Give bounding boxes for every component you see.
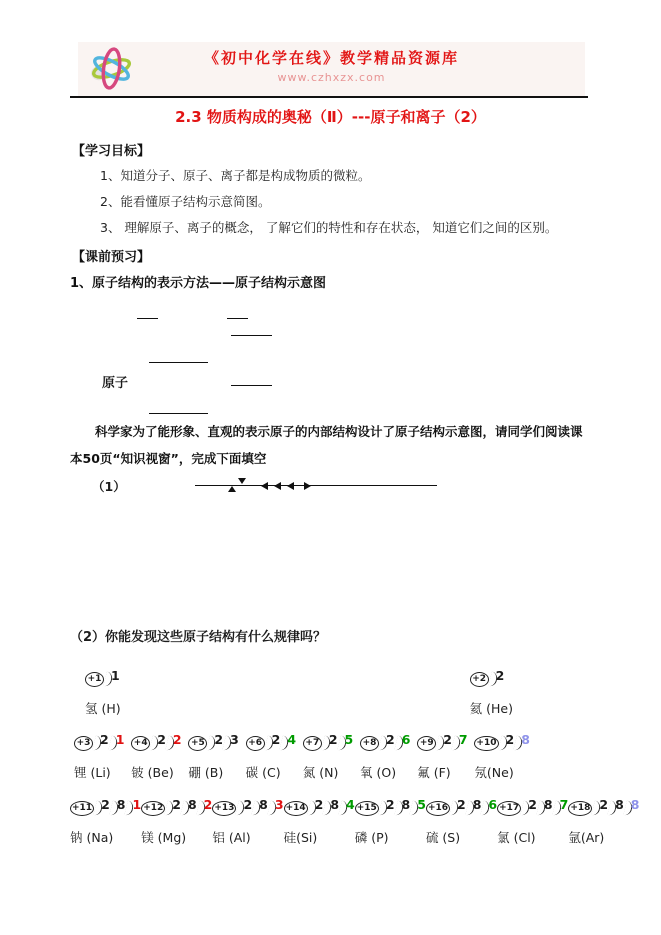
site-title: 《初中化学在线》教学精品资源库 xyxy=(203,49,459,67)
electron-shell xyxy=(126,797,141,816)
electron-count: 1 xyxy=(115,732,125,747)
electron-count: 2 xyxy=(203,797,213,812)
atom-structure xyxy=(74,732,124,756)
electron-count: 8 xyxy=(187,797,197,812)
nucleus-charge: +4 xyxy=(131,736,150,751)
element-label: 氯 (Cl) xyxy=(497,830,536,845)
electron-shell xyxy=(411,797,426,816)
nucleus-charge: +3 xyxy=(74,736,93,751)
electron-count: 4 xyxy=(346,797,355,812)
nucleus-charge: +7 xyxy=(303,736,322,751)
electron-shell xyxy=(490,668,505,687)
atom-diagram-N xyxy=(303,732,353,781)
electron-count: 2 xyxy=(172,732,182,747)
electron-count: 2 xyxy=(457,797,466,812)
arrow-right-icon xyxy=(304,482,311,490)
element-label: 氧 (O) xyxy=(360,765,397,780)
atom-structure xyxy=(85,668,121,692)
science-paragraph: 科学家为了能形象、直观的表示原子的内部结构设计了原子结构示意图，请同学们阅读课本50页“知识视窗”，完成下面填空 xyxy=(70,424,583,466)
electron-count: 1 xyxy=(132,797,142,812)
atom-structure xyxy=(188,732,238,756)
objectives-heading: 【学习目标】 xyxy=(72,144,151,159)
electron-shell xyxy=(380,797,395,816)
nucleus-charge: +10 xyxy=(474,736,498,751)
objective-item-1: 1、知道分子、原子、离子都是构成物质的微粒。 xyxy=(100,168,371,183)
element-label: 硅(Si) xyxy=(283,830,318,845)
header-divider xyxy=(70,96,588,98)
atom-structure xyxy=(70,797,141,821)
electron-shell xyxy=(396,732,411,751)
header-text-block xyxy=(78,47,585,84)
atom-structure xyxy=(284,797,355,821)
preview-heading: 【课前预习】 xyxy=(72,250,151,265)
arrow-up-icon xyxy=(228,486,236,492)
electron-count: 2 xyxy=(386,732,395,747)
blank-line xyxy=(137,318,158,319)
element-label: 硫 (S) xyxy=(425,830,461,845)
question1-arrow-line xyxy=(195,477,437,493)
electron-shell xyxy=(281,732,296,751)
atom-structure xyxy=(212,797,283,821)
element-label: 磷 (P) xyxy=(354,830,389,845)
page-title: 2.3 物质构成的奥秘（Ⅱ）---原子和离子（2） xyxy=(175,108,486,126)
blank-line xyxy=(149,362,208,363)
electron-shell xyxy=(269,797,284,816)
electron-shell xyxy=(167,732,182,751)
element-label: 氩(Ar) xyxy=(568,830,605,845)
electron-shell xyxy=(198,797,213,816)
electron-count: 7 xyxy=(458,732,468,747)
electron-count: 2 xyxy=(157,732,166,747)
atom-diagram-F xyxy=(417,732,467,781)
arrow-down-icon xyxy=(238,478,246,484)
objective-item-2: 2、能看懂原子结构示意简图。 xyxy=(100,194,271,209)
nucleus-charge: +17 xyxy=(497,801,521,816)
blank-line xyxy=(231,385,272,386)
element-label: 镁 (Mg) xyxy=(141,830,187,845)
electron-count: 2 xyxy=(243,797,253,812)
electron-shell xyxy=(111,797,126,816)
electron-count: 2 xyxy=(100,732,109,747)
atom-structure xyxy=(303,732,353,756)
electron-count: 6 xyxy=(488,797,498,812)
atom-structure xyxy=(426,797,497,821)
electron-shell xyxy=(266,732,281,751)
electron-shell xyxy=(437,732,452,751)
electron-shell xyxy=(515,732,530,751)
electron-count: 3 xyxy=(274,797,284,812)
nucleus-charge: +13 xyxy=(212,801,236,816)
electron-count: 2 xyxy=(505,732,515,747)
atom-diagram-row-1 xyxy=(85,668,513,717)
electron-count: 7 xyxy=(559,797,569,812)
atom-diagram-B xyxy=(188,732,238,781)
electron-count: 8 xyxy=(472,797,482,812)
atom-structure xyxy=(474,732,529,756)
question1-label: （1） xyxy=(92,479,126,494)
element-label: 氖(Ne) xyxy=(474,765,514,780)
atom-diagram-Al xyxy=(212,797,283,846)
atom-diagram-row-3 xyxy=(70,797,640,846)
electron-count: 2 xyxy=(385,797,395,812)
electron-count: 2 xyxy=(314,797,324,812)
electron-shell xyxy=(554,797,569,816)
arrow-left-icon xyxy=(261,482,268,490)
electron-shell xyxy=(95,797,110,816)
atom-diagram-Ne xyxy=(474,732,529,781)
nucleus-charge: +11 xyxy=(70,801,94,816)
item1-heading: 1、原子结构的表示方法——原子结构示意图 xyxy=(70,276,327,291)
element-label: 硼 (B) xyxy=(188,765,224,780)
electron-count: 2 xyxy=(599,797,609,812)
element-label: 碳 (C) xyxy=(245,765,281,780)
electron-count: 8 xyxy=(615,797,624,812)
electron-shell xyxy=(182,797,197,816)
electron-count: 8 xyxy=(259,797,268,812)
objective-item-3: 3、 理解原子、离子的概念， 了解它们的特性和存在状态， 知道它们之间的区别。 xyxy=(100,220,558,235)
electron-shell xyxy=(625,797,640,816)
site-url-link[interactable]: www.czhxzx.com xyxy=(277,71,386,84)
atom-structure xyxy=(141,797,212,821)
atom-diagram-Ar xyxy=(568,797,639,846)
nucleus-charge: +1 xyxy=(85,672,104,687)
electron-count: 8 xyxy=(630,797,640,812)
atom-diagram-H xyxy=(85,668,121,717)
element-label: 氮 (N) xyxy=(302,765,339,780)
electron-count: 8 xyxy=(521,732,530,747)
element-label: 氦 (He) xyxy=(469,701,513,716)
electron-shell xyxy=(380,732,395,751)
atom-diagram-Si xyxy=(284,797,355,846)
element-label: 氢 (H) xyxy=(85,701,121,716)
electron-count: 8 xyxy=(401,797,411,812)
atom-structure xyxy=(417,732,467,756)
electron-shell xyxy=(593,797,608,816)
electron-count: 2 xyxy=(328,732,338,747)
electron-shell xyxy=(451,797,466,816)
atom-diagram-C xyxy=(246,732,296,781)
electron-count: 2 xyxy=(172,797,181,812)
atom-diagram-Na xyxy=(70,797,141,846)
electron-shell xyxy=(500,732,515,751)
electron-shell xyxy=(166,797,181,816)
element-label: 铍 (Be) xyxy=(131,765,174,780)
electron-shell xyxy=(609,797,624,816)
electron-count: 8 xyxy=(116,797,126,812)
atom-diagram-Cl xyxy=(497,797,568,846)
electron-shell xyxy=(522,797,537,816)
atom-diagram-row-2 xyxy=(74,732,530,781)
nucleus-charge: +2 xyxy=(470,672,489,687)
electron-shell xyxy=(94,732,109,751)
nucleus-charge: +6 xyxy=(246,736,265,751)
blank-line xyxy=(149,413,208,414)
element-label: 钠 (Na) xyxy=(70,830,114,845)
atom-diagram-He xyxy=(470,668,513,717)
electron-count: 2 xyxy=(271,732,281,747)
electron-count: 2 xyxy=(495,668,505,683)
blank-line xyxy=(231,335,272,336)
electron-shell xyxy=(467,797,482,816)
electron-count: 6 xyxy=(401,732,411,747)
electron-count: 4 xyxy=(287,732,297,747)
electron-count: 8 xyxy=(330,797,340,812)
nucleus-charge: +15 xyxy=(355,801,379,816)
atom-structure xyxy=(497,797,568,821)
atom-structure xyxy=(360,732,410,756)
electron-count: 2 xyxy=(214,732,224,747)
electron-shell xyxy=(324,797,339,816)
nucleus-charge: +14 xyxy=(284,801,308,816)
atom-diagram-Li xyxy=(74,732,124,781)
electron-shell xyxy=(538,797,553,816)
electron-count: 5 xyxy=(417,797,426,812)
atom-diagram-Be xyxy=(131,732,181,781)
electron-shell xyxy=(482,797,497,816)
arrow-left-icon xyxy=(274,482,281,490)
atom-diagram-P xyxy=(355,797,426,846)
atom-structure xyxy=(131,732,181,756)
electron-shell xyxy=(151,732,166,751)
atom-diagram-Mg xyxy=(141,797,212,846)
element-label: 锂 (Li) xyxy=(74,765,111,780)
element-label: 氟 (F) xyxy=(417,765,451,780)
electron-count: 8 xyxy=(543,797,553,812)
electron-shell xyxy=(340,797,355,816)
electron-count: 2 xyxy=(101,797,110,812)
nucleus-charge: +18 xyxy=(568,801,592,816)
atom-structure xyxy=(246,732,296,756)
atom-structure xyxy=(568,797,639,821)
electron-shell xyxy=(323,732,338,751)
electron-count: 2 xyxy=(443,732,452,747)
atom-diagram-S xyxy=(426,797,497,846)
question2-heading: （2）你能发现这些原子结构有什么规律吗？ xyxy=(70,630,327,645)
electron-shell xyxy=(237,797,252,816)
nucleus-charge: +5 xyxy=(188,736,207,751)
electron-shell xyxy=(339,732,354,751)
electron-shell xyxy=(105,668,120,687)
electron-count: 2 xyxy=(528,797,537,812)
electron-shell xyxy=(396,797,411,816)
electron-shell xyxy=(309,797,324,816)
nucleus-charge: +16 xyxy=(426,801,450,816)
electron-shell xyxy=(224,732,239,751)
electron-shell xyxy=(110,732,125,751)
atom-diagram-O xyxy=(360,732,410,781)
electron-count: 5 xyxy=(344,732,354,747)
nucleus-charge: +8 xyxy=(360,736,379,751)
arrow-left-icon xyxy=(287,482,294,490)
nucleus-charge: +9 xyxy=(417,736,436,751)
electron-count: 1 xyxy=(111,668,120,683)
site-header xyxy=(78,42,585,96)
electron-shell xyxy=(208,732,223,751)
atom-structure xyxy=(470,668,513,692)
electron-count: 3 xyxy=(230,732,239,747)
blank-line xyxy=(227,318,248,319)
nucleus-charge: +12 xyxy=(141,801,165,816)
atom-structure xyxy=(355,797,426,821)
element-label: 铝 (Al) xyxy=(212,830,251,845)
electron-shell xyxy=(253,797,268,816)
electron-shell xyxy=(453,732,468,751)
atom-map-label: 原子 xyxy=(102,376,129,391)
